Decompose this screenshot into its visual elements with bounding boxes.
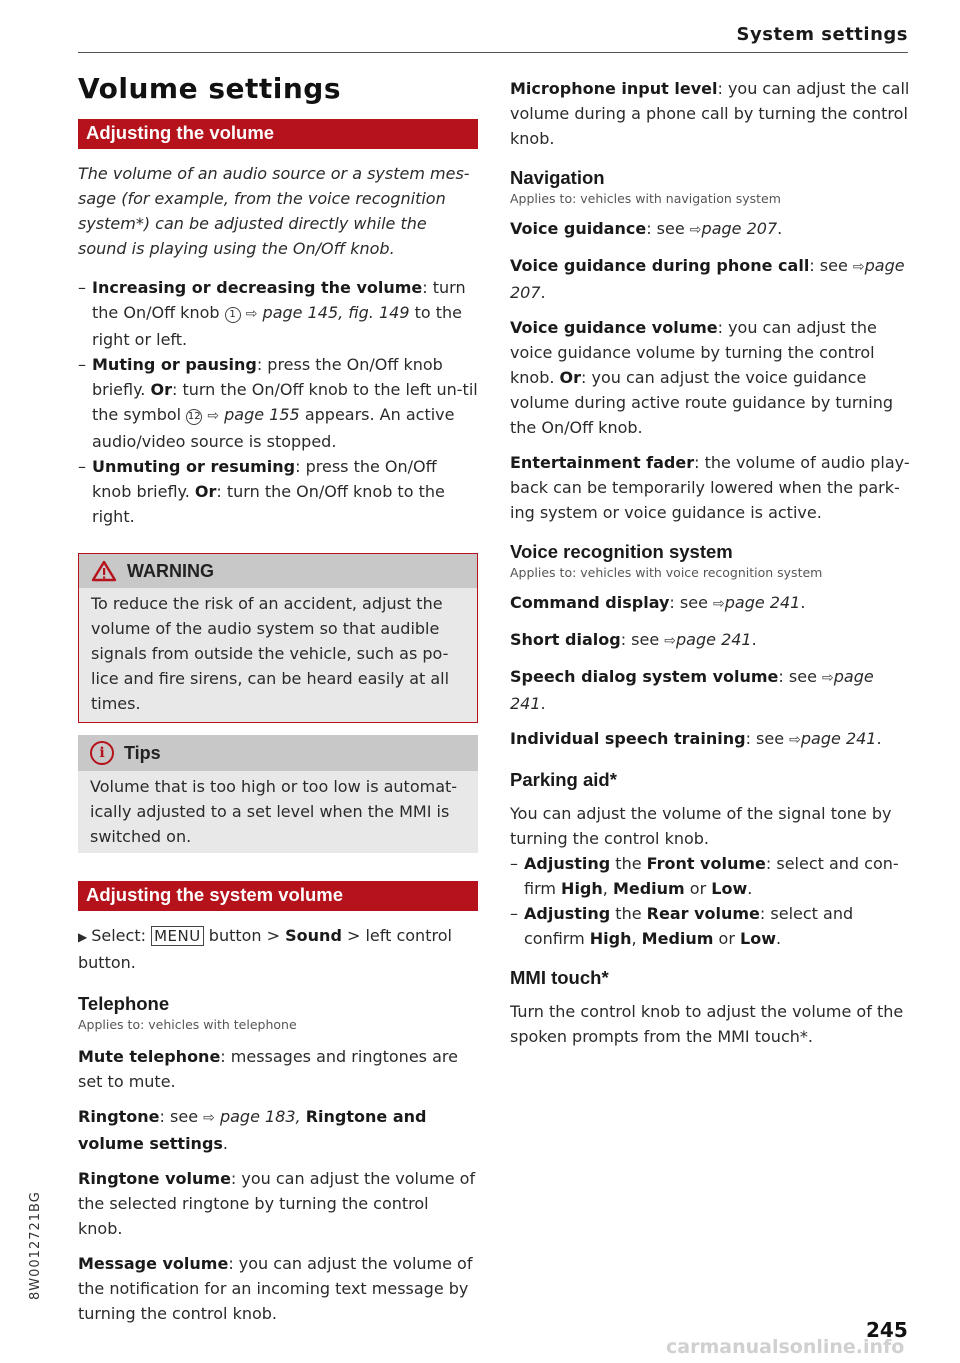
list-item: – Muting or pausing: press the On/Off knob briefly. Or: turn the On/Off knob to the left un-til the symbol 12 ⇨ page 155 appears. An active audio/video source is stopped. (78, 352, 478, 454)
paragraph: Individual speech training: see ⇨page 241. (510, 729, 882, 748)
arrow-right-icon: ⇨ (203, 1110, 215, 1126)
watermark: carmanualsonline.info (666, 1336, 905, 1358)
item-term: Increasing or decreasing the volume (92, 278, 423, 297)
page-reference[interactable]: page 145, fig. 149 (262, 303, 410, 322)
arrow-right-icon: ⇨ (207, 408, 220, 424)
subheading-telephone: Telephone (78, 993, 170, 1014)
arrow-right-icon: ⇨ (789, 732, 801, 748)
volume-actions-list (78, 275, 478, 529)
arrow-right-icon: ⇨ (822, 670, 834, 686)
paragraph: Mute telephone: messages and ringtones are set to mute. (78, 1047, 458, 1091)
page-reference[interactable]: page 183, (219, 1107, 301, 1126)
page-title: Volume settings (78, 72, 341, 105)
right-column (510, 76, 910, 1049)
subheading-parking-aid: Parking aid* (510, 769, 617, 790)
intro-paragraph: The volume of an audio source or a system mes-sage (for example, from the voice recognition system*) can be adjusted directly while the sound is playing using the On/Off knob. (78, 164, 470, 258)
menu-key: MENU (151, 926, 204, 946)
page-reference[interactable]: page 241 (676, 630, 752, 649)
paragraph: Short dialog: see ⇨page 241. (510, 630, 757, 649)
subheading-navigation: Navigation (510, 167, 605, 188)
subheading-voice-recognition: Voice recognition system (510, 541, 733, 562)
warning-triangle-icon (91, 560, 117, 582)
applies-note: Applies to: vehicles with navigation system (510, 191, 781, 206)
arrow-right-icon: ⇨ (664, 633, 677, 649)
paragraph: Voice guidance during phone call: see ⇨page 207. (510, 256, 905, 302)
paragraph: Speech dialog system volume: see ⇨page 241. (510, 667, 874, 713)
tips-text: Volume that is too high or too low is automat-ically adjusted to a set level when the MMI is switched on. (78, 771, 478, 853)
section-heading-adjusting-volume: Adjusting the volume (78, 119, 478, 149)
page-number: 245 (866, 1318, 908, 1342)
page-reference[interactable]: page 207 (701, 219, 778, 238)
page-reference[interactable]: page 241 (800, 729, 877, 748)
list-item: – Unmuting or resuming: press the On/Off knob briefly. Or: turn the On/Off knob to the right. (78, 454, 478, 529)
item-term: Unmuting or resuming (92, 457, 296, 476)
paragraph: Microphone input level: you can adjust the call volume during a phone call by turning the control knob. (510, 79, 910, 148)
step-triangle-icon: ▶ (78, 930, 88, 944)
info-icon: i (90, 741, 114, 765)
warning-label: WARNING (127, 560, 214, 581)
left-column (78, 70, 478, 1326)
warning-text: To reduce the risk of an accident, adjust the volume of the audio system so that audible signals from outside the vehicle, such as po-lice and fire sirens, can be heard easily at all times. (79, 588, 477, 722)
paragraph: Command display: see ⇨page 241. (510, 593, 806, 612)
arrow-right-icon: ⇨ (689, 222, 702, 238)
section-heading-system-volume: Adjusting the system volume (78, 881, 478, 911)
item-term: Muting or pausing (92, 355, 257, 374)
parking-list (510, 851, 910, 951)
paragraph: Entertainment fader: the volume of audio play-back can be temporarily lowered when the park-ing system or voice guidance is active. (510, 453, 910, 522)
list-item: – Adjusting the Front volume: select and con-firm High, Medium or Low. (510, 851, 910, 901)
list-item: – Increasing or decreasing the volume: turn the On/Off knob 1 ⇨ page 145, fig. 149 to the right or left. (78, 275, 478, 352)
callout-number-icon: 12 (186, 409, 202, 425)
paragraph: Turn the control knob to adjust the volume of the spoken prompts from the MMI touch*. (510, 1002, 904, 1046)
tips-box (78, 735, 478, 853)
warning-header (79, 554, 477, 588)
paragraph: You can adjust the volume of the signal tone by turning the control knob. (510, 804, 892, 848)
paragraph: Ringtone: see ⇨ page 183, Ringtone and volume settings. (78, 1107, 427, 1153)
running-header: System settings (736, 24, 908, 45)
page-reference[interactable]: page 241 (510, 667, 874, 713)
paragraph: Ringtone volume: you can adjust the volume of the selected ringtone by turning the control knob. (78, 1169, 476, 1238)
page-reference[interactable]: page 155 (224, 405, 300, 424)
menu-step: ▶ Select: MENU button > Sound > left control button. (78, 926, 452, 972)
arrow-right-icon: ⇨ (852, 259, 865, 275)
paragraph: Voice guidance: see ⇨page 207. (510, 219, 783, 238)
page-reference[interactable]: page 241 (724, 593, 801, 612)
header-rule (78, 52, 908, 53)
subheading-mmi-touch: MMI touch* (510, 967, 609, 988)
applies-note: Applies to: vehicles with telephone (78, 1017, 297, 1032)
list-item: – Adjusting the Rear volume: select and confirm High, Medium or Low. (510, 901, 910, 951)
warning-box (78, 553, 478, 723)
applies-note: Applies to: vehicles with voice recognition system (510, 565, 823, 580)
document-code: 8W0012721BG (28, 1191, 43, 1300)
page-reference[interactable]: page 207 (510, 256, 905, 302)
tips-label: Tips (124, 742, 161, 763)
arrow-right-icon: ⇨ (713, 596, 725, 612)
callout-number-icon: 1 (225, 307, 241, 323)
arrow-right-icon: ⇨ (245, 306, 258, 322)
paragraph: Message volume: you can adjust the volume of the notification for an incoming text message by turning the control knob. (78, 1254, 473, 1323)
tips-header (78, 735, 478, 771)
paragraph: Voice guidance volume: you can adjust the voice guidance volume by turning the control knob. Or: you can adjust the voice guidance volume during active route guidance by turning the On/Off knob. (510, 318, 894, 437)
